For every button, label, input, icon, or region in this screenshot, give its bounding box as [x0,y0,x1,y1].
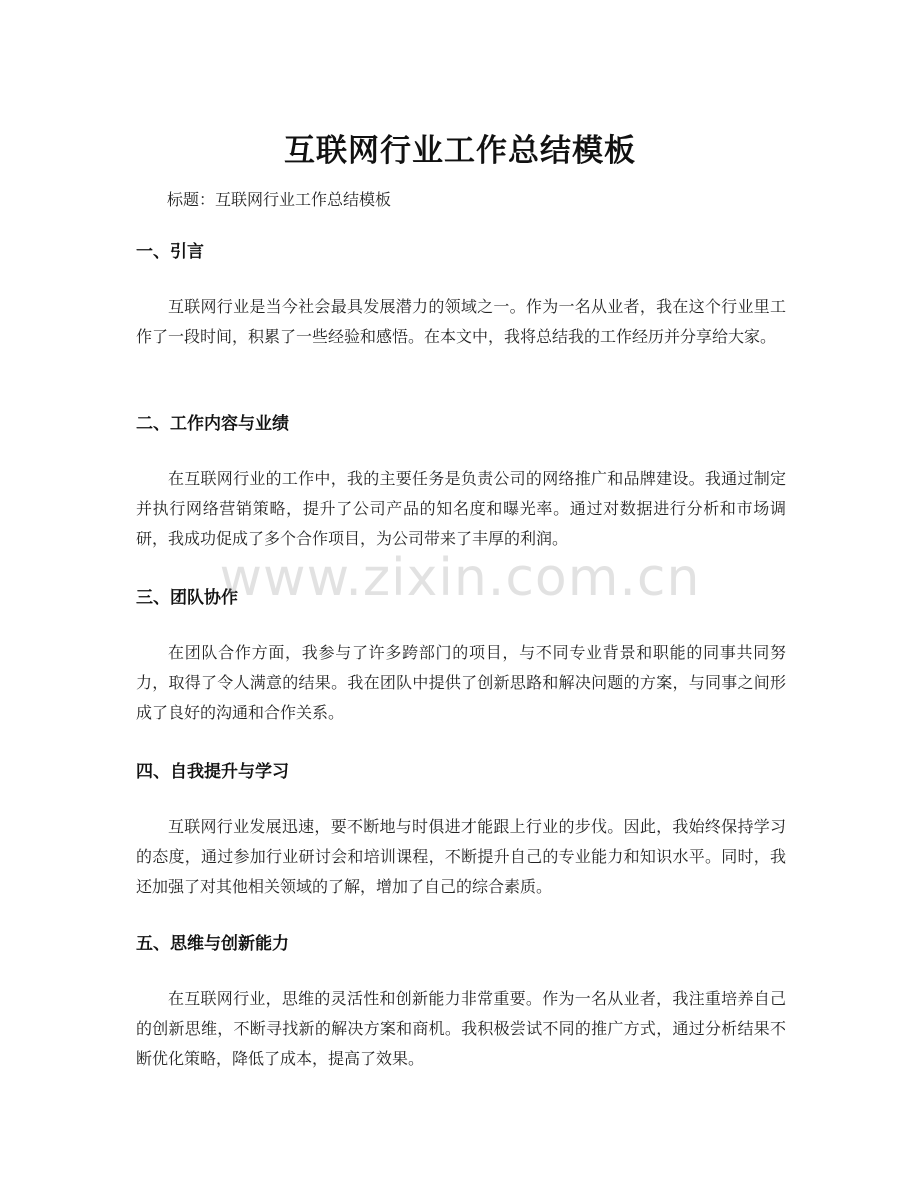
document-title: 互联网行业工作总结模板 [284,132,636,169]
section-heading: 四、自我提升与学习 [136,762,289,782]
section-paragraph: 在互联网行业的工作中，我的主要任务是负责公司的网络推广和品牌建设。我通过制定并执行网络营销策略，提升了公司产品的知名度和曝光率。通过对数据进行分析和市场调研，我成功促成了多个合作项目，为公司带来了丰厚的利润。 [136,469,786,548]
section-thinking-and-innovation [136,930,786,1074]
section-teamwork [136,584,786,728]
section-introduction [136,238,786,352]
section-paragraph: 互联网行业是当今社会最具发展潜力的领域之一。作为一名从业者，我在这个行业里工作了一段时间，积累了一些经验和感悟。在本文中，我将总结我的工作经历并分享给大家。 [136,297,786,346]
section-self-improvement [136,758,786,902]
watermark: www.zixin.com.cn [219,548,701,608]
section-work-and-performance [136,410,786,554]
section-heading: 三、团队协作 [136,588,238,608]
section-paragraph: 在互联网行业，思维的灵活性和创新能力非常重要。作为一名从业者，我注重培养自己的创新思维，不断寻找新的解决方案和商机。我积极尝试不同的推广方式，通过分析结果不断优化策略，降低了成本，提高了效果。 [136,989,786,1068]
section-paragraph: 在团队合作方面，我参与了许多跨部门的项目，与不同专业背景和职能的同事共同努力，取得了令人满意的结果。我在团队中提供了创新思路和解决问题的方案，与同事之间形成了良好的沟通和合作关系。 [136,643,786,722]
document-subtitle: 标题：互联网行业工作总结模板 [167,190,392,209]
section-heading: 二、工作内容与业绩 [136,414,289,434]
section-paragraph: 互联网行业发展迅速，要不断地与时俱进才能跟上行业的步伐。因此，我始终保持学习的态度，通过参加行业研讨会和培训课程，不断提升自己的专业能力和知识水平。同时，我还加强了对其他相关领域的了解，增加了自己的综合素质。 [136,817,786,896]
section-heading: 一、引言 [136,242,204,262]
section-heading: 五、思维与创新能力 [136,934,289,954]
